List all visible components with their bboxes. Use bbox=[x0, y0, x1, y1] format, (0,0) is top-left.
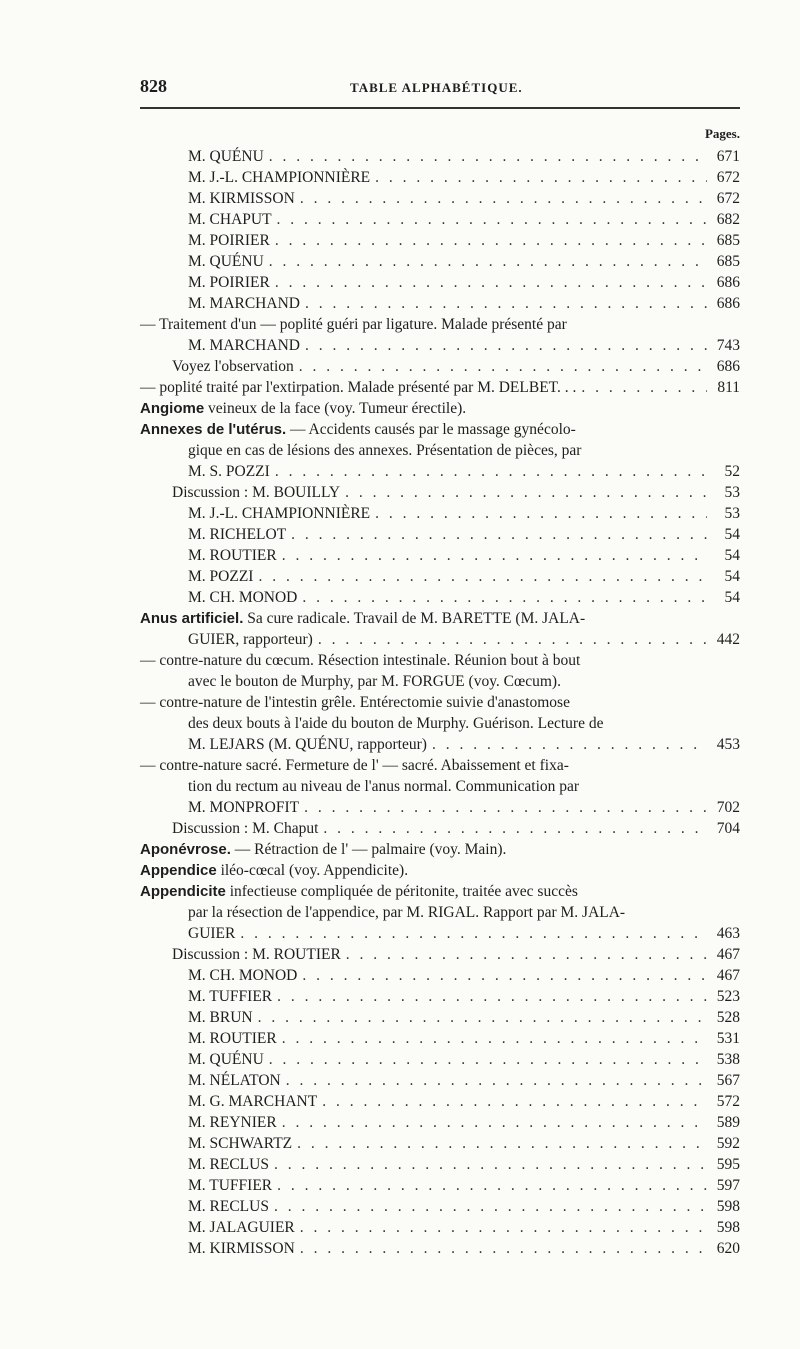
page-reference: 567 bbox=[716, 1072, 740, 1089]
leader-dots bbox=[282, 1028, 707, 1049]
page-reference: 442 bbox=[716, 631, 740, 648]
page-reference: 453 bbox=[716, 736, 740, 753]
page-reference: 702 bbox=[716, 799, 740, 816]
entry-body: M. G. MARCHANT bbox=[188, 1093, 318, 1110]
entry-body: M. BRUN bbox=[188, 1009, 253, 1026]
entry-heading: Appendice bbox=[140, 862, 217, 879]
entry-heading: Anus artificiel. bbox=[140, 610, 244, 627]
index-entry bbox=[140, 146, 740, 167]
index-entry bbox=[140, 503, 740, 524]
leader-dots bbox=[286, 1070, 707, 1091]
entry-body: M. KIRMISSON bbox=[188, 1240, 295, 1257]
entry-text bbox=[140, 377, 576, 398]
index-entry bbox=[140, 671, 740, 692]
page-reference: 672 bbox=[716, 169, 740, 186]
entry-body: M. RICHELOT bbox=[188, 526, 287, 543]
entry-text bbox=[188, 587, 297, 608]
entry-body: M. QUÉNU bbox=[188, 253, 264, 270]
page-reference: 597 bbox=[716, 1177, 740, 1194]
entry-text bbox=[140, 419, 576, 440]
index-entry bbox=[140, 965, 740, 986]
entry-heading: Angiome bbox=[140, 400, 205, 417]
index-entry bbox=[140, 797, 740, 818]
index-entry bbox=[140, 1196, 740, 1217]
entry-body: — Rétraction de l' — palmaire (voy. Main). bbox=[230, 841, 507, 858]
page-reference: 54 bbox=[724, 589, 740, 606]
index-entry bbox=[140, 314, 740, 335]
index-entry bbox=[140, 251, 740, 272]
index-entry bbox=[140, 566, 740, 587]
page-reference: 53 bbox=[724, 505, 740, 522]
index-entry bbox=[140, 1049, 740, 1070]
entry-text bbox=[188, 524, 286, 545]
entry-body: M. RECLUS bbox=[188, 1156, 269, 1173]
page-reference: 589 bbox=[716, 1114, 740, 1131]
entry-body: GUIER, rapporteur) bbox=[188, 631, 313, 648]
entry-text bbox=[172, 944, 341, 965]
entry-text bbox=[188, 629, 313, 650]
entry-text bbox=[188, 1112, 277, 1133]
entry-text bbox=[188, 1049, 264, 1070]
leader-dots bbox=[275, 272, 707, 293]
leader-dots bbox=[432, 734, 707, 755]
index-entry bbox=[140, 335, 740, 356]
entry-body: M. QUÉNU bbox=[188, 148, 264, 165]
leader-dots bbox=[274, 1196, 707, 1217]
entry-text bbox=[140, 650, 580, 671]
index-entry bbox=[140, 713, 740, 734]
page-reference: 54 bbox=[724, 568, 740, 585]
entry-body: M. POIRIER bbox=[188, 274, 270, 291]
entry-text bbox=[188, 335, 300, 356]
entry-body: M. TUFFIER bbox=[188, 1177, 273, 1194]
entry-text bbox=[140, 692, 570, 713]
index-entry bbox=[140, 587, 740, 608]
index-entry bbox=[140, 608, 740, 629]
leader-dots bbox=[323, 818, 707, 839]
index-entry bbox=[140, 377, 740, 398]
leader-dots bbox=[375, 167, 707, 188]
entry-body: M. REYNIER bbox=[188, 1114, 277, 1131]
index-entry bbox=[140, 860, 740, 881]
leader-dots bbox=[291, 524, 707, 545]
index-entry bbox=[140, 272, 740, 293]
entry-heading: Annexes de l'utérus. bbox=[140, 421, 287, 438]
entry-body: par la résection de l'appendice, par M. RIGAL. Rapport par M. JALA- bbox=[188, 904, 626, 921]
index-entry bbox=[140, 293, 740, 314]
index-entry bbox=[140, 629, 740, 650]
entry-text bbox=[188, 1217, 295, 1238]
page-reference: 672 bbox=[716, 190, 740, 207]
entry-body: M. MARCHAND bbox=[188, 295, 300, 312]
entry-text bbox=[188, 188, 295, 209]
page-reference: 685 bbox=[716, 253, 740, 270]
page-reference: 598 bbox=[716, 1198, 740, 1215]
index-entry bbox=[140, 923, 740, 944]
index-entry bbox=[140, 902, 740, 923]
page-reference: 531 bbox=[716, 1030, 740, 1047]
index-entry bbox=[140, 1091, 740, 1112]
page-reference: 685 bbox=[716, 232, 740, 249]
leader-dots bbox=[277, 986, 707, 1007]
page-reference: 671 bbox=[716, 148, 740, 165]
index-entry bbox=[140, 755, 740, 776]
entry-body: M. LEJARS (M. QUÉNU, rapporteur) bbox=[188, 736, 427, 753]
index-entry bbox=[140, 1238, 740, 1259]
entry-body: des deux bouts à l'aide du bouton de Murphy. Guérison. Lecture de bbox=[188, 715, 604, 732]
entry-body: — contre-nature du cœcum. Résection intestinale. Réunion bout à bout bbox=[140, 652, 581, 669]
leader-dots bbox=[274, 1154, 707, 1175]
page-reference: 52 bbox=[724, 463, 740, 480]
index-entry bbox=[140, 188, 740, 209]
entry-text bbox=[172, 482, 340, 503]
leader-dots bbox=[304, 797, 707, 818]
entry-text bbox=[188, 1154, 269, 1175]
entry-body: M. CH. MONOD bbox=[188, 967, 298, 984]
entry-text bbox=[140, 755, 569, 776]
entry-body: — Accidents causés par le massage gynécolo- bbox=[286, 421, 576, 438]
leader-dots bbox=[375, 503, 707, 524]
index-entry bbox=[140, 839, 740, 860]
page-reference: 686 bbox=[716, 295, 740, 312]
entry-body: iléo-cœcal (voy. Appendicite). bbox=[216, 862, 409, 879]
leader-dots bbox=[258, 1007, 707, 1028]
index-entry bbox=[140, 230, 740, 251]
entry-text bbox=[188, 167, 370, 188]
index-entry bbox=[140, 1175, 740, 1196]
entry-body: M. MARCHAND bbox=[188, 337, 300, 354]
pages-column-label: Pages. bbox=[704, 126, 740, 141]
index-entry bbox=[140, 524, 740, 545]
entry-text bbox=[188, 230, 270, 251]
entry-body: GUIER bbox=[188, 925, 236, 942]
page-reference: 598 bbox=[716, 1219, 740, 1236]
entry-body: — Traitement d'un — poplité guéri par ligature. Malade présenté par bbox=[140, 316, 567, 333]
running-title: TABLE ALPHABÉTIQUE. bbox=[350, 80, 523, 95]
entry-text bbox=[188, 713, 603, 734]
entry-body: M. POZZI bbox=[188, 568, 254, 585]
entry-text bbox=[188, 461, 270, 482]
entry-body: Voyez l'observation bbox=[172, 358, 294, 375]
entry-body: M. SCHWARTZ bbox=[188, 1135, 293, 1152]
index-entry bbox=[140, 881, 740, 902]
entry-body: M. CHAPUT bbox=[188, 211, 272, 228]
index-entry bbox=[140, 818, 740, 839]
entry-body: M. KIRMISSON bbox=[188, 190, 295, 207]
entry-text bbox=[188, 1028, 277, 1049]
index-entry bbox=[140, 461, 740, 482]
entry-body: avec le bouton de Murphy, par M. FORGUE (voy. Cœcum). bbox=[188, 673, 561, 690]
index-entry bbox=[140, 1028, 740, 1049]
page-reference: 53 bbox=[724, 484, 740, 501]
index-entry bbox=[140, 1217, 740, 1238]
entry-heading: Appendicite bbox=[140, 883, 226, 900]
entry-text bbox=[188, 1175, 272, 1196]
entry-heading: Aponévrose. bbox=[140, 841, 231, 858]
entry-body: infectieuse compliquée de péritonite, traitée avec succès bbox=[225, 883, 578, 900]
entry-text bbox=[188, 440, 581, 461]
entry-body: M. RECLUS bbox=[188, 1198, 269, 1215]
index-entry bbox=[140, 398, 740, 419]
entry-body: M. J.-L. CHAMPIONNIÈRE bbox=[188, 169, 371, 186]
entry-text bbox=[188, 272, 270, 293]
entry-text bbox=[188, 923, 235, 944]
entry-text bbox=[172, 818, 318, 839]
entry-text bbox=[140, 881, 578, 902]
index-entry bbox=[140, 944, 740, 965]
page-reference: 523 bbox=[716, 988, 740, 1005]
entry-body: Discussion : M. ROUTIER bbox=[172, 946, 341, 963]
index-entry bbox=[140, 1112, 740, 1133]
page-reference: 467 bbox=[716, 967, 740, 984]
entry-body: M. J.-L. CHAMPIONNIÈRE bbox=[188, 505, 371, 522]
index-entry bbox=[140, 1133, 740, 1154]
entry-text bbox=[188, 209, 272, 230]
index-entry bbox=[140, 209, 740, 230]
leader-dots bbox=[277, 209, 707, 230]
page-reference: 463 bbox=[716, 925, 740, 942]
index-entry bbox=[140, 734, 740, 755]
entry-text bbox=[188, 776, 579, 797]
entry-body: gique en cas de lésions des annexes. Présentation de pièces, par bbox=[188, 442, 582, 459]
page-reference: 592 bbox=[716, 1135, 740, 1152]
index-entry bbox=[140, 1007, 740, 1028]
index-entry bbox=[140, 692, 740, 713]
page-reference: 686 bbox=[716, 358, 740, 375]
entry-body: M. MONPROFIT bbox=[188, 799, 300, 816]
page-header bbox=[140, 72, 740, 100]
leader-dots bbox=[258, 566, 707, 587]
index-list bbox=[140, 146, 740, 1259]
entry-body: M. NÉLATON bbox=[188, 1072, 281, 1089]
page-reference: 686 bbox=[716, 274, 740, 291]
entry-body: veineux de la face (voy. Tumeur érectile). bbox=[204, 400, 467, 417]
entry-text bbox=[188, 1133, 292, 1154]
entry-text bbox=[188, 734, 427, 755]
page-reference: 54 bbox=[724, 526, 740, 543]
entry-text bbox=[188, 503, 370, 524]
entry-text bbox=[172, 356, 294, 377]
index-entry bbox=[140, 440, 740, 461]
index-entry bbox=[140, 167, 740, 188]
page-reference: 572 bbox=[716, 1093, 740, 1110]
leader-dots bbox=[346, 944, 707, 965]
leader-dots bbox=[275, 230, 707, 251]
entry-text bbox=[188, 545, 277, 566]
entry-body: M. JALAGUIER bbox=[188, 1219, 295, 1236]
entry-body: Sa cure radicale. Travail de M. BARETTE (M. JALA- bbox=[243, 610, 586, 627]
leader-dots bbox=[581, 377, 707, 398]
entry-body: — poplité traité par l'extirpation. Malade présenté par M. DELBET. . . bbox=[140, 379, 577, 396]
leader-dots bbox=[277, 1175, 707, 1196]
leader-dots bbox=[299, 356, 707, 377]
index-entry bbox=[140, 650, 740, 671]
entry-body: — contre-nature de l'intestin grêle. Entérectomie suivie d'anastomose bbox=[140, 694, 570, 711]
entry-body: M. TUFFIER bbox=[188, 988, 273, 1005]
leader-dots bbox=[269, 146, 707, 167]
leader-dots bbox=[240, 923, 707, 944]
entry-text bbox=[188, 293, 300, 314]
leader-dots bbox=[269, 251, 707, 272]
entry-text bbox=[188, 251, 264, 272]
entry-text bbox=[140, 839, 506, 860]
page-reference: 538 bbox=[716, 1051, 740, 1068]
entry-text bbox=[188, 965, 297, 986]
entry-body: M. CH. MONOD bbox=[188, 589, 298, 606]
page-number: 828 bbox=[140, 76, 167, 96]
entry-text bbox=[188, 902, 625, 923]
page-reference: 811 bbox=[717, 379, 740, 396]
page-reference: 704 bbox=[716, 820, 740, 837]
entry-text bbox=[188, 1196, 269, 1217]
leader-dots bbox=[269, 1049, 707, 1070]
entry-body: Discussion : M. Chaput bbox=[172, 820, 319, 837]
leader-dots bbox=[297, 1133, 707, 1154]
page-reference: 682 bbox=[716, 211, 740, 228]
entry-text bbox=[188, 566, 253, 587]
entry-text bbox=[188, 986, 272, 1007]
leader-dots bbox=[302, 965, 707, 986]
entry-text bbox=[188, 1007, 253, 1028]
leader-dots bbox=[305, 293, 707, 314]
leader-dots bbox=[282, 545, 707, 566]
entry-text bbox=[188, 1238, 295, 1259]
index-entry bbox=[140, 776, 740, 797]
leader-dots bbox=[275, 461, 707, 482]
entry-text bbox=[140, 398, 466, 419]
entry-text bbox=[188, 797, 299, 818]
page-reference: 595 bbox=[716, 1156, 740, 1173]
entry-body: M. ROUTIER bbox=[188, 1030, 277, 1047]
page-reference: 467 bbox=[716, 946, 740, 963]
entry-text bbox=[188, 1091, 317, 1112]
entry-text bbox=[140, 860, 408, 881]
leader-dots bbox=[300, 1238, 707, 1259]
index-entry bbox=[140, 356, 740, 377]
entry-text bbox=[140, 314, 567, 335]
entry-body: M. ROUTIER bbox=[188, 547, 277, 564]
index-entry bbox=[140, 986, 740, 1007]
entry-body: M. QUÉNU bbox=[188, 1051, 264, 1068]
leader-dots bbox=[305, 335, 707, 356]
entry-text bbox=[188, 146, 264, 167]
page-reference: 54 bbox=[724, 547, 740, 564]
entry-text bbox=[188, 1070, 281, 1091]
entry-body: M. S. POZZI bbox=[188, 463, 270, 480]
index-entry bbox=[140, 545, 740, 566]
leader-dots bbox=[318, 629, 707, 650]
index-entry bbox=[140, 482, 740, 503]
leader-dots bbox=[300, 1217, 707, 1238]
page-reference: 528 bbox=[716, 1009, 740, 1026]
entry-body: — contre-nature sacré. Fermeture de l' — sacré. Abaissement et fixa- bbox=[140, 757, 569, 774]
index-entry bbox=[140, 1154, 740, 1175]
leader-dots bbox=[282, 1112, 707, 1133]
page-reference: 620 bbox=[716, 1240, 740, 1257]
entry-text bbox=[188, 671, 561, 692]
leader-dots bbox=[300, 188, 707, 209]
entry-body: M. POIRIER bbox=[188, 232, 270, 249]
entry-body: tion du rectum au niveau de l'anus normal. Communication par bbox=[188, 778, 580, 795]
entry-body: Discussion : M. BOUILLY bbox=[172, 484, 341, 501]
index-entry bbox=[140, 419, 740, 440]
leader-dots bbox=[322, 1091, 707, 1112]
page-reference: 743 bbox=[716, 337, 740, 354]
header-rule bbox=[140, 107, 740, 109]
leader-dots bbox=[345, 482, 707, 503]
index-entry bbox=[140, 1070, 740, 1091]
leader-dots bbox=[302, 587, 707, 608]
entry-text bbox=[140, 608, 585, 629]
